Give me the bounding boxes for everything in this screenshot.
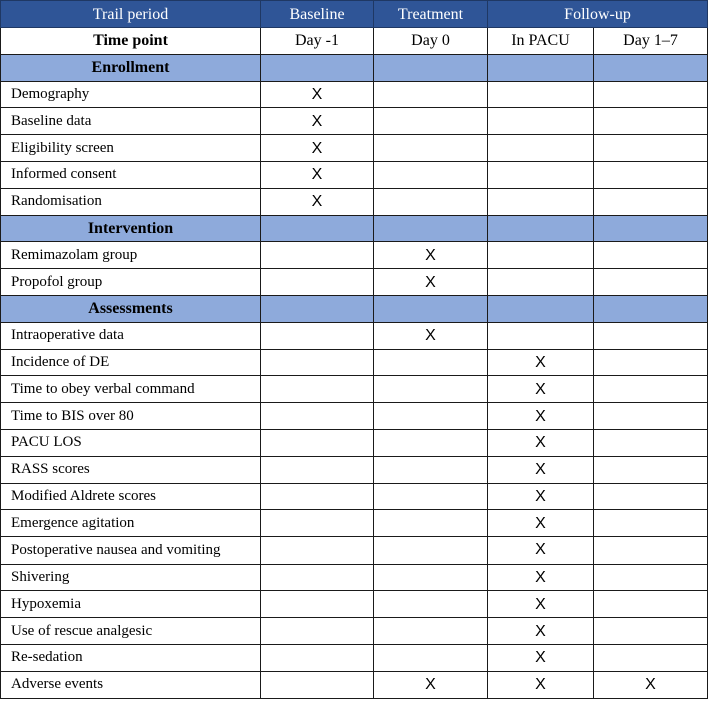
empty-cell: [594, 161, 708, 188]
empty-cell: [594, 349, 708, 376]
check-mark-cell: X: [261, 188, 374, 215]
section-empty-cell: [261, 54, 374, 81]
section-row: [1, 54, 708, 81]
empty-cell: [261, 591, 374, 618]
table-row: [1, 322, 708, 349]
item-label: Emergence agitation: [1, 510, 261, 537]
table-row: [1, 456, 708, 483]
section-empty-cell: [261, 215, 374, 242]
empty-cell: [488, 81, 594, 108]
empty-cell: [374, 483, 488, 510]
empty-cell: [594, 510, 708, 537]
check-mark-cell: X: [488, 618, 594, 645]
table-row: [1, 376, 708, 403]
table-row: [1, 537, 708, 565]
empty-cell: [374, 564, 488, 591]
check-mark-cell: X: [488, 537, 594, 565]
check-mark-cell: X: [488, 403, 594, 430]
item-label: Remimazolam group: [1, 242, 261, 269]
section-empty-cell: [374, 54, 488, 81]
section-empty-cell: [374, 215, 488, 242]
item-label: Modified Aldrete scores: [1, 483, 261, 510]
empty-cell: [261, 510, 374, 537]
time-point-day-1-7: Day 1–7: [594, 28, 708, 55]
empty-cell: [261, 618, 374, 645]
empty-cell: [488, 269, 594, 296]
empty-cell: [594, 269, 708, 296]
empty-cell: [594, 591, 708, 618]
empty-cell: [594, 429, 708, 456]
check-mark-cell: X: [594, 671, 708, 698]
table-row: [1, 188, 708, 215]
check-mark-cell: X: [261, 108, 374, 135]
section-empty-cell: [488, 54, 594, 81]
table-row: [1, 81, 708, 108]
section-empty-cell: [261, 295, 374, 322]
empty-cell: [261, 645, 374, 672]
empty-cell: [261, 671, 374, 698]
empty-cell: [261, 564, 374, 591]
item-label: Hypoxemia: [1, 591, 261, 618]
empty-cell: [594, 188, 708, 215]
section-empty-cell: [594, 54, 708, 81]
time-point-day-minus-1: Day -1: [261, 28, 374, 55]
section-empty-cell: [488, 295, 594, 322]
section-title: Assessments: [1, 295, 261, 322]
empty-cell: [594, 645, 708, 672]
time-point-in-pacu: In PACU: [488, 28, 594, 55]
time-point-label: Time point: [1, 28, 261, 55]
empty-cell: [594, 456, 708, 483]
empty-cell: [374, 349, 488, 376]
table-row: [1, 429, 708, 456]
table-row: [1, 618, 708, 645]
table-row: [1, 591, 708, 618]
empty-cell: [594, 242, 708, 269]
table-row: [1, 161, 708, 188]
section-empty-cell: [594, 295, 708, 322]
empty-cell: [374, 429, 488, 456]
section-row: [1, 295, 708, 322]
check-mark-cell: X: [488, 510, 594, 537]
section-empty-cell: [488, 215, 594, 242]
check-mark-cell: X: [261, 81, 374, 108]
empty-cell: [594, 108, 708, 135]
empty-cell: [488, 322, 594, 349]
empty-cell: [594, 537, 708, 565]
empty-cell: [374, 81, 488, 108]
empty-cell: [488, 135, 594, 162]
item-label: Time to BIS over 80: [1, 403, 261, 430]
item-label: Time to obey verbal command: [1, 376, 261, 403]
empty-cell: [374, 376, 488, 403]
check-mark-cell: X: [374, 671, 488, 698]
empty-cell: [374, 510, 488, 537]
empty-cell: [374, 456, 488, 483]
empty-cell: [261, 456, 374, 483]
empty-cell: [594, 135, 708, 162]
trial-period-header-row: [1, 1, 708, 28]
item-label: Randomisation: [1, 188, 261, 215]
table-row: [1, 671, 708, 698]
check-mark-cell: X: [488, 591, 594, 618]
table-row: [1, 108, 708, 135]
empty-cell: [374, 645, 488, 672]
section-row: [1, 215, 708, 242]
empty-cell: [261, 322, 374, 349]
empty-cell: [594, 618, 708, 645]
empty-cell: [594, 483, 708, 510]
check-mark-cell: X: [488, 456, 594, 483]
check-mark-cell: X: [374, 269, 488, 296]
empty-cell: [488, 188, 594, 215]
check-mark-cell: X: [374, 242, 488, 269]
section-empty-cell: [594, 215, 708, 242]
baseline-header: Baseline: [261, 1, 374, 28]
follow-up-header: Follow-up: [488, 1, 708, 28]
empty-cell: [594, 322, 708, 349]
check-mark-cell: X: [261, 161, 374, 188]
item-label: RASS scores: [1, 456, 261, 483]
item-label: PACU LOS: [1, 429, 261, 456]
check-mark-cell: X: [488, 671, 594, 698]
table-row: [1, 349, 708, 376]
item-label: Shivering: [1, 564, 261, 591]
check-mark-cell: X: [488, 429, 594, 456]
empty-cell: [374, 591, 488, 618]
check-mark-cell: X: [488, 645, 594, 672]
empty-cell: [594, 376, 708, 403]
empty-cell: [261, 376, 374, 403]
check-mark-cell: X: [488, 376, 594, 403]
table-row: [1, 483, 708, 510]
item-label: Postoperative nausea and vomiting: [1, 537, 261, 565]
item-label: Intraoperative data: [1, 322, 261, 349]
table-row: [1, 269, 708, 296]
treatment-header: Treatment: [374, 1, 488, 28]
check-mark-cell: X: [488, 349, 594, 376]
table-row: [1, 564, 708, 591]
section-empty-cell: [374, 295, 488, 322]
time-point-row: [1, 28, 708, 55]
table-row: [1, 645, 708, 672]
empty-cell: [261, 403, 374, 430]
item-label: Re-sedation: [1, 645, 261, 672]
table-row: [1, 510, 708, 537]
empty-cell: [261, 269, 374, 296]
check-mark-cell: X: [488, 483, 594, 510]
item-label: Informed consent: [1, 161, 261, 188]
empty-cell: [374, 135, 488, 162]
item-label: Baseline data: [1, 108, 261, 135]
table-row: [1, 135, 708, 162]
table-row: [1, 242, 708, 269]
item-label: Adverse events: [1, 671, 261, 698]
empty-cell: [488, 108, 594, 135]
table-row: [1, 403, 708, 430]
empty-cell: [374, 188, 488, 215]
section-title: Intervention: [1, 215, 261, 242]
empty-cell: [374, 403, 488, 430]
empty-cell: [261, 349, 374, 376]
item-label: Propofol group: [1, 269, 261, 296]
section-title: Enrollment: [1, 54, 261, 81]
empty-cell: [261, 483, 374, 510]
empty-cell: [594, 564, 708, 591]
empty-cell: [374, 618, 488, 645]
item-label: Demography: [1, 81, 261, 108]
empty-cell: [261, 429, 374, 456]
trail-period-header: Trail period: [1, 1, 261, 28]
empty-cell: [374, 161, 488, 188]
empty-cell: [594, 403, 708, 430]
empty-cell: [488, 161, 594, 188]
item-label: Incidence of DE: [1, 349, 261, 376]
empty-cell: [261, 537, 374, 565]
check-mark-cell: X: [374, 322, 488, 349]
empty-cell: [594, 81, 708, 108]
time-point-day-0: Day 0: [374, 28, 488, 55]
empty-cell: [261, 242, 374, 269]
empty-cell: [488, 242, 594, 269]
check-mark-cell: X: [261, 135, 374, 162]
empty-cell: [374, 537, 488, 565]
check-mark-cell: X: [488, 564, 594, 591]
item-label: Use of rescue analgesic: [1, 618, 261, 645]
empty-cell: [374, 108, 488, 135]
item-label: Eligibility screen: [1, 135, 261, 162]
